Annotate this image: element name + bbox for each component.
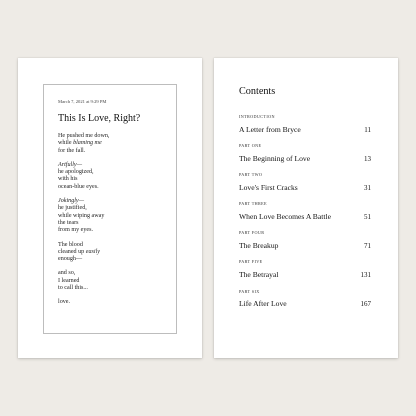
toc-entry[interactable] (239, 259, 371, 279)
toc-row (239, 183, 371, 192)
poem-emphasis: easily (85, 248, 100, 255)
poem-text: while (58, 140, 74, 147)
poem-text: The blood (58, 241, 83, 248)
toc-entry[interactable] (239, 114, 371, 134)
poem-stanza (58, 270, 168, 292)
toc-page-number: 31 (364, 183, 371, 192)
poem-line (58, 176, 168, 183)
poem-text: He pushed me down, (58, 133, 110, 139)
poem-text: from my eyes. (58, 227, 94, 234)
toc-entry[interactable] (239, 201, 371, 221)
toc-chapter-title[interactable]: A Letter from Bryce (239, 124, 301, 134)
poem-stanza (58, 299, 168, 306)
toc-chapter-title[interactable]: The Beginning of Love (239, 153, 311, 163)
toc-part-label: PART SIX (239, 288, 260, 294)
poem-line (58, 148, 168, 155)
toc-entry[interactable] (239, 230, 371, 250)
poem-emphasis: Jokingly— (58, 198, 85, 205)
left-page (18, 58, 202, 358)
poem-line (58, 256, 168, 263)
poem-stanza (58, 133, 168, 155)
toc-row (239, 154, 371, 163)
poem-emphasis: blaming me (73, 140, 102, 147)
poem-line (58, 162, 168, 169)
toc-row (239, 270, 371, 279)
poem-text: while wiping away (58, 212, 105, 219)
poem (58, 99, 168, 314)
poem-text: he justified, (58, 205, 87, 212)
poem-text: ocean-blue eyes. (58, 183, 99, 190)
toc-part-label: PART FIVE (239, 259, 263, 265)
poem-line (58, 133, 168, 140)
poem-stanza (58, 198, 168, 234)
poem-line (58, 299, 168, 306)
poem-line (58, 242, 168, 249)
toc-part-label: INTRODUCTION (239, 114, 275, 119)
right-page (214, 58, 398, 358)
poem-text: and so, (58, 270, 76, 277)
toc-chapter-title[interactable]: The Betrayal (239, 269, 279, 279)
toc-part-label: PART TWO (239, 172, 263, 178)
poem-date: March 7, 2021 at 9:29 PM (58, 99, 107, 104)
poem-body (58, 133, 168, 307)
toc-page-number: 51 (364, 212, 371, 221)
table-of-contents (239, 86, 371, 318)
toc-page-number: 131 (360, 270, 371, 279)
poem-line (58, 285, 168, 292)
poem-text: I learned (58, 277, 80, 284)
toc-chapter-title[interactable]: Love's First Cracks (239, 182, 298, 192)
toc-page-number: 13 (364, 154, 371, 163)
toc-page-number: 71 (364, 241, 371, 250)
toc-entry[interactable] (239, 172, 371, 192)
toc-entry[interactable] (239, 143, 371, 163)
toc-chapter-title[interactable]: Life After Love (239, 299, 287, 309)
toc-entry[interactable] (239, 289, 371, 309)
poem-stanza (58, 162, 168, 191)
poem-line (58, 249, 168, 256)
toc-page-number: 167 (360, 300, 371, 309)
poem-line (58, 205, 168, 212)
poem-text: he apologized, (58, 169, 94, 176)
poem-text: enough— (58, 256, 83, 263)
poem-frame (43, 84, 177, 334)
toc-row (239, 299, 371, 308)
poem-line (58, 169, 168, 176)
toc-part-label: PART THREE (239, 201, 267, 207)
toc-chapter-title[interactable]: When Love Becomes A Battle (239, 211, 331, 221)
toc-page-number: 11 (364, 125, 371, 134)
toc-part-label: PART ONE (239, 143, 262, 149)
toc-heading: Contents (239, 86, 276, 97)
poem-line (58, 278, 168, 285)
poem-emphasis: Artfully— (58, 161, 83, 168)
toc-list (239, 114, 371, 308)
poem-text: for the fall. (58, 147, 86, 154)
poem-text: to call this... (58, 285, 88, 292)
poem-line (58, 227, 168, 234)
poem-title: This Is Love, Right? (58, 113, 141, 124)
poem-line (58, 213, 168, 220)
toc-row (239, 241, 371, 250)
poem-line (58, 270, 168, 277)
poem-line (58, 140, 168, 147)
poem-text: with his (58, 176, 78, 183)
poem-text: the tears (58, 219, 79, 226)
poem-stanza (58, 242, 168, 264)
poem-line (58, 184, 168, 191)
toc-part-label: PART FOUR (239, 230, 265, 236)
toc-chapter-title[interactable]: The Breakup (239, 240, 279, 250)
poem-text: cleaned up (58, 248, 86, 255)
poem-text: love. (58, 299, 71, 306)
toc-row (239, 212, 371, 221)
toc-row (239, 125, 371, 134)
